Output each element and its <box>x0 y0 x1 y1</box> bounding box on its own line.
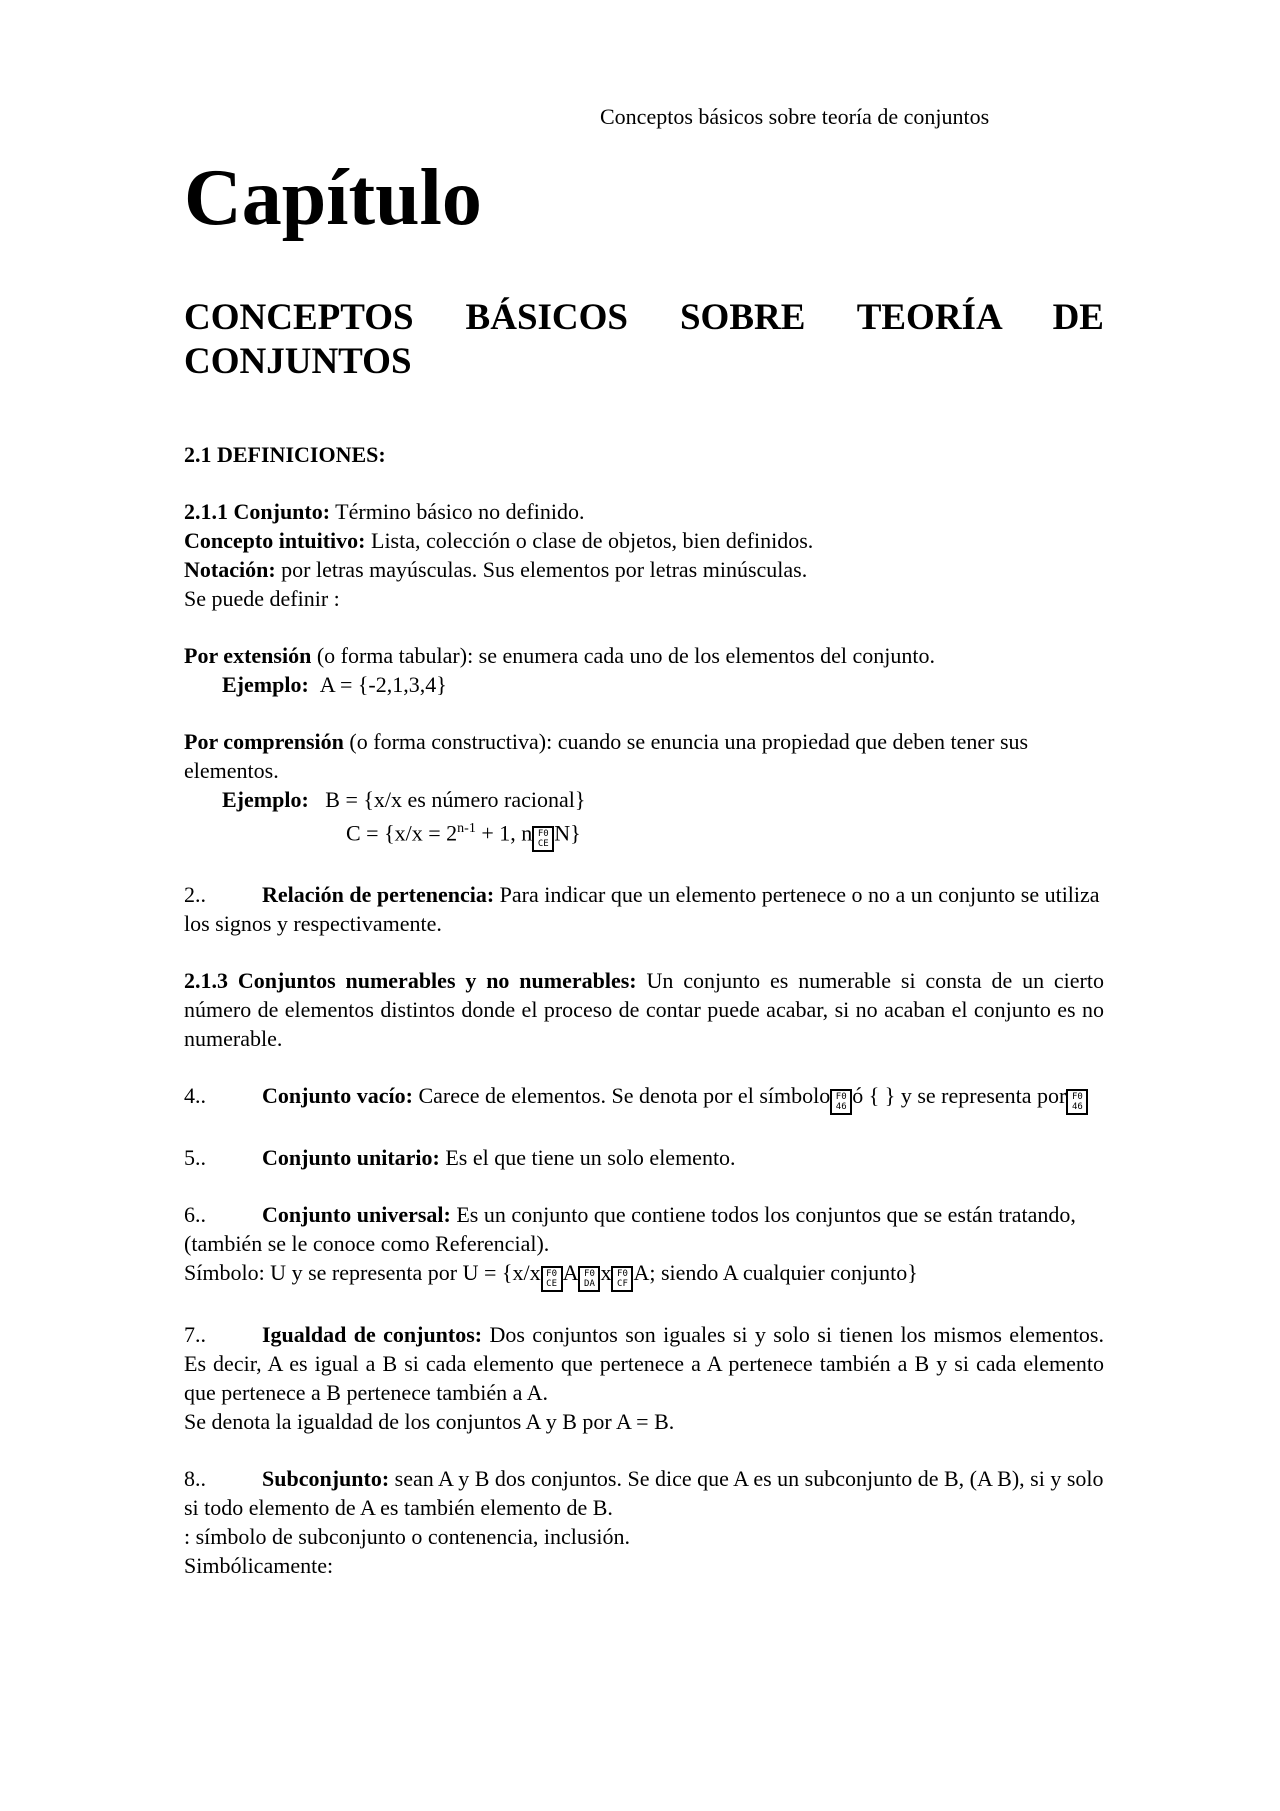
missing-glyph-icon: F0 46 <box>1066 1089 1088 1115</box>
por-extension: Por extensión (o forma tabular): se enumera cada uno de los elementos del conjunto. <box>184 643 936 668</box>
conjunto-definition: 2.1.1 Conjunto: Término básico no definido. <box>184 499 585 524</box>
missing-glyph-icon: F0 46 <box>830 1089 852 1115</box>
por-comprension: Por comprensión (o forma constructiva): cuando se enuncia una propiedad que deben tener sus elementos. <box>184 729 1029 783</box>
conjunto-universal: 6.. Conjunto universal: Es un conjunto que contiene todos los conjuntos que se están tratando, (también se le conoce como Referencial). <box>184 1202 1076 1257</box>
ejemplo-comprension-2: $C = \{x/x = 2^{n-1} + 1$, n F0 CE N} <box>184 814 1104 852</box>
simbolicamente: Simbólicamente: <box>184 1553 334 1579</box>
notacion: Notación: por letras mayúsculas. Sus elementos por letras minúsculas. <box>184 557 808 582</box>
chapter-label: Capítulo <box>184 154 482 242</box>
ejemplo-comprension-1: Ejemplo: B = {x/x es número racional} <box>222 787 586 812</box>
conjuntos-numerables: 2.1.3 Conjuntos numerables y no numerables: Un conjunto es numerable si consta de un cierto número de elementos distintos donde el proceso de contar puede acabar, si no acaban el conjunto es no numerable. <box>184 968 1104 1052</box>
body-text <box>184 440 1104 1580</box>
igualdad-denota: Se denota la igualdad de los conjuntos A y B por A = B. <box>184 1409 675 1435</box>
section-heading: 2.1 DEFINICIONES: <box>184 442 386 467</box>
simbolo-subconjunto: : símbolo de subconjunto o contenencia, inclusión. <box>184 1524 631 1550</box>
running-header: Conceptos básicos sobre teoría de conjuntos <box>600 104 990 129</box>
chapter-title-line2: CONJUNTOS <box>184 341 412 382</box>
missing-glyph-icon: F0 CE <box>532 826 554 852</box>
conjunto-vacio: 4.. Conjunto vacío: Carece de elementos. Se denota por el símbolo F0 46 ó { } y se representa por F0 46 <box>184 1081 1104 1115</box>
chapter-title <box>184 296 1104 384</box>
concepto-intuitivo: Concepto intuitivo: Lista, colección o clase de objetos, bien definidos. <box>184 528 814 553</box>
missing-glyph-icon: F0 CF <box>611 1266 633 1292</box>
chapter-title-line1: CONCEPTOS BÁSICOS SOBRE TEORÍA DE <box>184 297 1104 338</box>
missing-glyph-icon: F0 CE <box>541 1266 563 1292</box>
simbolo-universal: Símbolo: U y se representa por U = {x/x F0 CE A F0 DA x F0 CF A; siendo A cualquier conjunto} <box>184 1258 1104 1292</box>
subconjunto: 8.. Subconjunto: sean A y B dos conjuntos. Se dice que A es un subconjunto de B, (A B), si y solo si todo elemento de A es también elemento de B. <box>184 1466 1104 1521</box>
conjunto-unitario: 5.. Conjunto unitario: Es el que tiene un solo elemento. <box>184 1145 736 1171</box>
se-puede-definir: Se puede definir : <box>184 586 340 611</box>
relacion-pertenencia: 2.. Relación de pertenencia: Para indicar que un elemento pertenece o no a un conjunto se utiliza los signos y respectivamente. <box>184 882 1100 937</box>
ejemplo-extension: Ejemplo: A = {-2,1,3,4} <box>222 672 447 697</box>
missing-glyph-icon: F0 DA <box>578 1266 600 1292</box>
igualdad-conjuntos: 7.. Igualdad de conjuntos: Dos conjuntos son iguales si y solo si tienen los mismos elementos. Es decir, A es igual a B si cada elemento que pertenece a A pertenece también a B y si cada elemento que pertenece a B pertenece también a A. <box>184 1322 1104 1406</box>
content <box>184 150 1104 1580</box>
